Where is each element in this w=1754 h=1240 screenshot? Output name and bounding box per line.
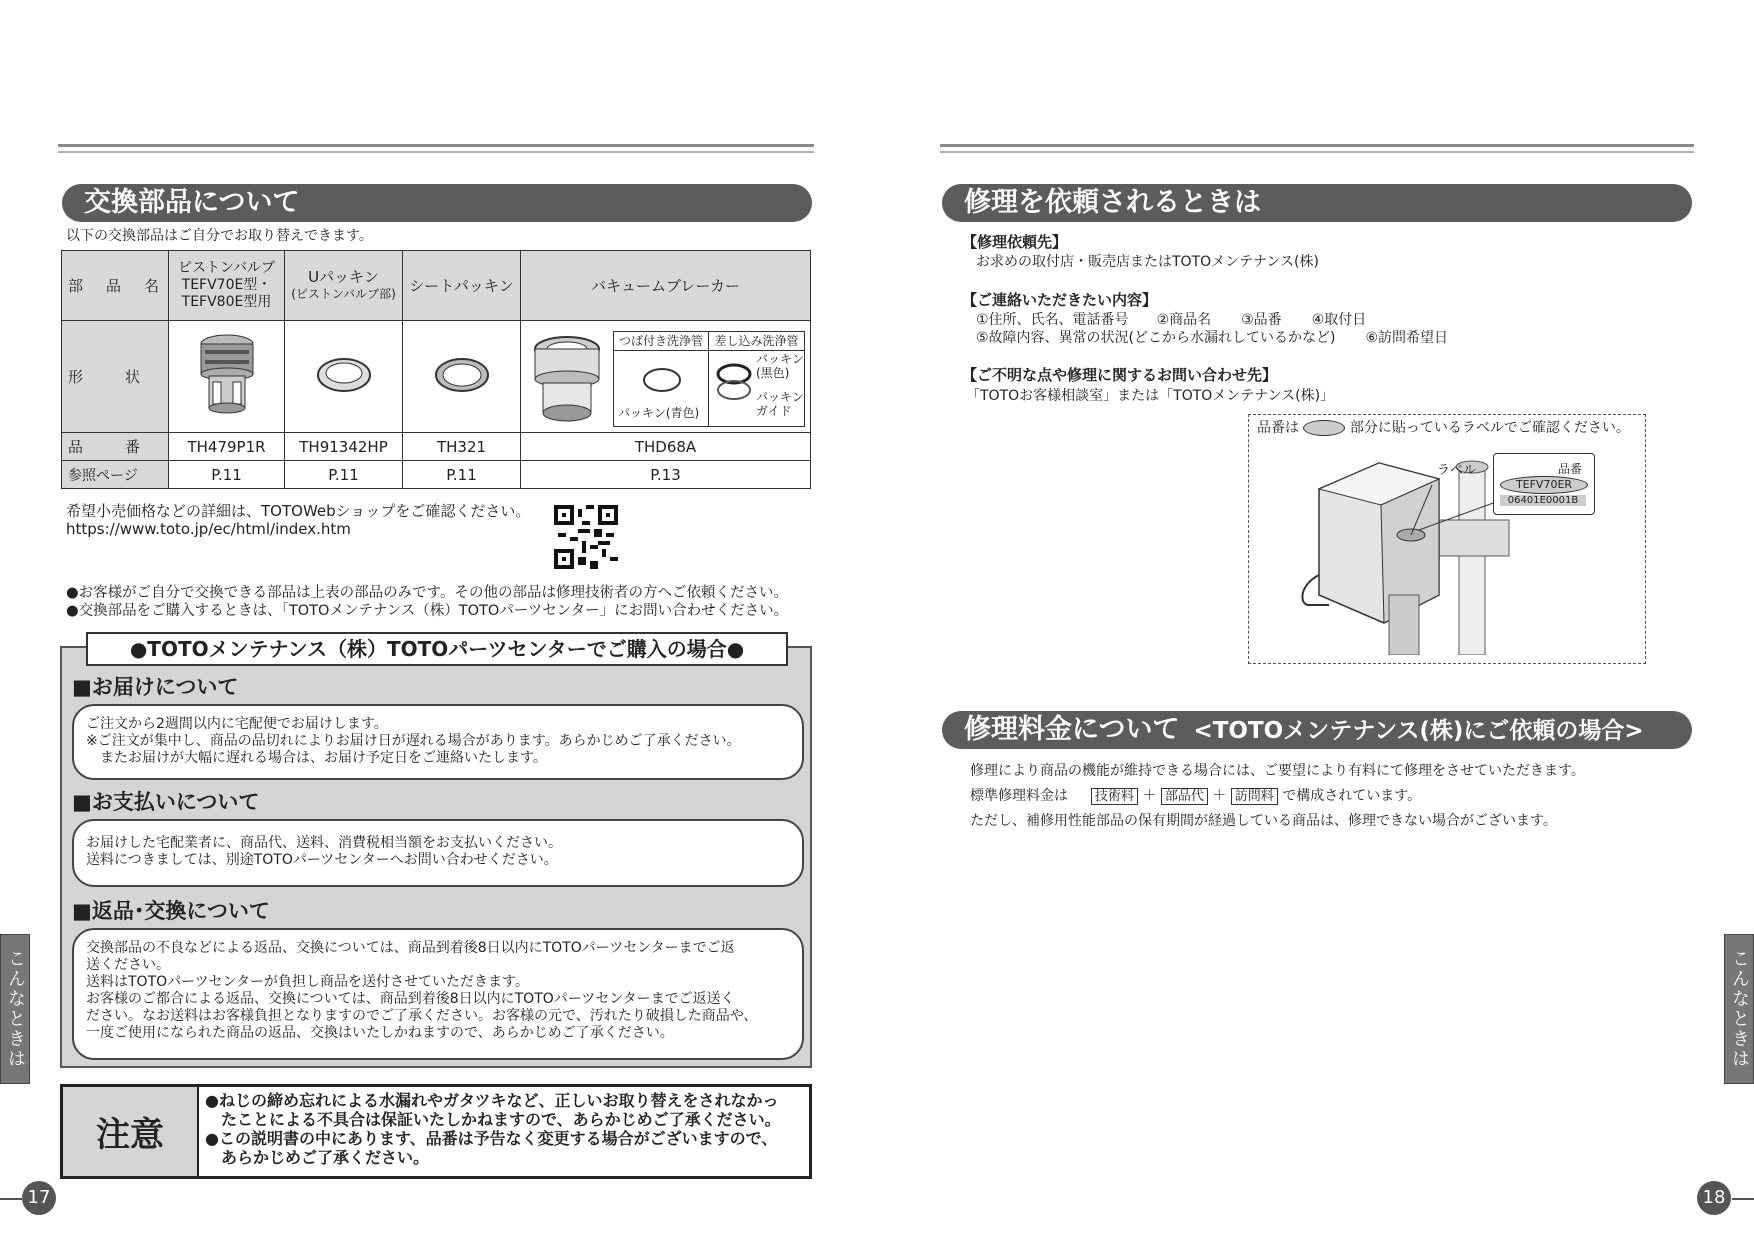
note-2: ●交換部品をご購入するときは、「TOTOメンテナンス（株）TOTOパーツセンター」にお問い合わせください。 [66,603,789,619]
info-line-2: ⑤故障内容、異常の状況(どこから水漏れしているかなど) ⑥訪問希望日 [976,330,1449,346]
part-no-seat-packing: TH321 [403,433,521,461]
delivery-title: ■お届けについて [72,675,239,699]
ref-page-piston-valve: P.11 [169,461,285,489]
parts-center-header: ●TOTOメンテナンス（株）TOTOパーツセンターでご購入の場合● [86,632,788,666]
black-packing-icon [714,360,754,410]
col-header-u-packing: Uパッキン (ピストンバルブ部) [285,251,403,321]
fee-tech: 技術料 [1091,788,1138,805]
notes [66,584,788,620]
vacuum-breaker-image [529,333,605,425]
row-label-part-no: 品 番 [62,433,169,461]
page-number-left: 17 [22,1181,56,1215]
info-heading: 【ご連絡いただきたい内容】 [962,291,1158,309]
vacuum-breaker-cell [521,321,811,433]
section-title-repair-request: 修理を依頼されるときは [942,184,1692,222]
inquiry-text: 「TOTOお客様相談室」または「TOTOメンテナンス(株)」 [966,388,1335,404]
section-title-replacement-parts: 交換部品について [62,184,812,222]
top-rule-right [940,144,1694,147]
side-tab-right[interactable]: こんなときは [1724,934,1754,1084]
shop-url-link[interactable]: https://www.toto.jp/ec/html/index.htm [66,520,351,538]
parts-table [61,250,811,489]
label-word: ラベル [1437,463,1477,478]
label-callout [1493,453,1595,515]
ref-page-u-packing: P.11 [285,461,403,489]
ref-page-seat-packing: P.11 [403,461,521,489]
fee-parts: 部品代 [1161,788,1208,805]
caution-text: ●ねじの締め忘れによる水漏れやガタツキなど、正しいお取り替えをされなかっ たことによる不具合は保証いたしかねますので、あらかじめご了承ください。 ●この説明書の中にあります、品番は予告なく変更する場合がございますので、 あらかじめご了承ください。 [205,1091,781,1167]
fee-line-2: 標準修理料金は 技術料 ＋ 部品代 ＋ 訪問料 で構成されています。 [970,788,1422,804]
side-tab-left[interactable]: こんなときは [0,934,30,1084]
caution-box [60,1084,812,1179]
top-rule-left [58,144,814,147]
part-no-piston-valve: TH479P1R [169,433,285,461]
piston-valve-image [169,321,285,433]
row-label-name: 部 品 名 [62,251,169,321]
packing-black-label: パッキン (黒色) [756,352,804,380]
seat-packing-image [403,321,521,433]
info-line-1: ①住所、氏名、電話番号 ②商品名 ③品番 ④取付日 [976,312,1367,328]
packing-blue-label: パッキン(青色) [618,406,700,420]
payment-box: お届けした宅配業者に、商品代、送料、消費税相当額をお支払いください。 送料につきましては、別途TOTOパーツセンターへお問い合わせください。 [72,819,804,887]
col-header-vacuum-breaker: バキュームブレーカー [521,251,811,321]
contact-text: お求めの取付店・販売店またはTOTOメンテナンス(株) [976,254,1319,270]
col-header-seat-packing: シートパッキン [403,251,521,321]
label-marker-icon [1303,420,1345,436]
caution-label: 注意 [63,1087,199,1176]
fee-line-3: ただし、補修用性能部品の保有期間が経過している商品は、修理できない場合がございます。 [970,813,1557,829]
label-caption: 品番は 部分に貼っているラベルでご確認ください。 [1257,420,1630,436]
fee-line-1: 修理により商品の機能が維持できる場合には、ご要望により有料にて修理をさせていただきます。 [970,763,1585,779]
row-label-shape: 形 状 [62,321,169,433]
top-rule-right-2 [940,151,1694,153]
part-no-u-packing: TH91342HP [285,433,403,461]
intro-text: 以下の交換部品はご自分でお取り替えできます。 [66,228,373,244]
note-1: ●お客様がご自分で交換できる部品は上表の部品のみです。その他の部品は修理技術者の方へご依頼ください。 [66,585,788,601]
model-number: TEFV70ER [1500,476,1588,494]
page-number-right: 18 [1697,1181,1731,1215]
col-header-piston-valve: ピストンバルブ TEFV70E型・ TEFV80E型用 [169,251,285,321]
u-packing-image [285,321,403,433]
hinban-label: 品番 [1558,462,1583,476]
ref-page-vacuum-breaker: P.13 [521,461,811,489]
label-location-box [1248,414,1646,664]
delivery-box: ご注文から2週間以内に宅配便でお届けします。 ※ご注文が集中し、商品の品切れによりお届け日が遅れる場合があります。あらかじめご了承ください。 またお届けが大幅に遅れる場合は、お届け予定日をご連絡いたします。 [72,704,804,780]
vacuum-breaker-options [613,331,805,427]
return-box: 交換部品の不良などによる返品、交換については、商品到着後8日以内にTOTOパーツセンターまでご返 送ください。 送料はTOTOパーツセンターが負担し商品を送付させていただきます。 お客様のご都合による返品、交換については、商品到着後8日以内にTOTOパーツセンターまでご返送く ださい。なお送料はお客様負担となりますのでご了承ください。お客様の元で、汚れたり破損した商品や、 一度ご使用になられた商品の返品、交換はいたしかねますので、あらかじめご了承ください。 [72,928,804,1060]
serial-number: 06401E0001B [1500,495,1586,506]
qr-code-icon[interactable] [554,505,618,569]
return-title: ■返品･交換について [72,899,270,923]
flange-pipe-label: つば付き洗浄管 [614,332,709,351]
packing-guide-label: パッキン ガイド [756,390,804,418]
fee-visit: 訪問料 [1231,788,1278,805]
top-rule-left-2 [58,151,814,153]
row-label-ref-page: 参照ページ [62,461,169,489]
insert-pipe-label: 差し込み洗浄管 [709,332,804,351]
section-title-repair-fee: 修理料金について <TOTOメンテナンス(株)にご依頼の場合> [942,711,1692,749]
payment-title: ■お支払いについて [72,790,260,814]
part-no-vacuum-breaker: THD68A [521,433,811,461]
blue-packing-icon [640,362,684,398]
shop-text: 希望小売価格などの詳細は、TOTOWebショップをご確認ください。 [66,502,531,520]
contact-heading: 【修理依頼先】 [962,233,1068,251]
inquiry-heading: 【ご不明な点や修理に関するお問い合わせ先】 [962,366,1278,384]
